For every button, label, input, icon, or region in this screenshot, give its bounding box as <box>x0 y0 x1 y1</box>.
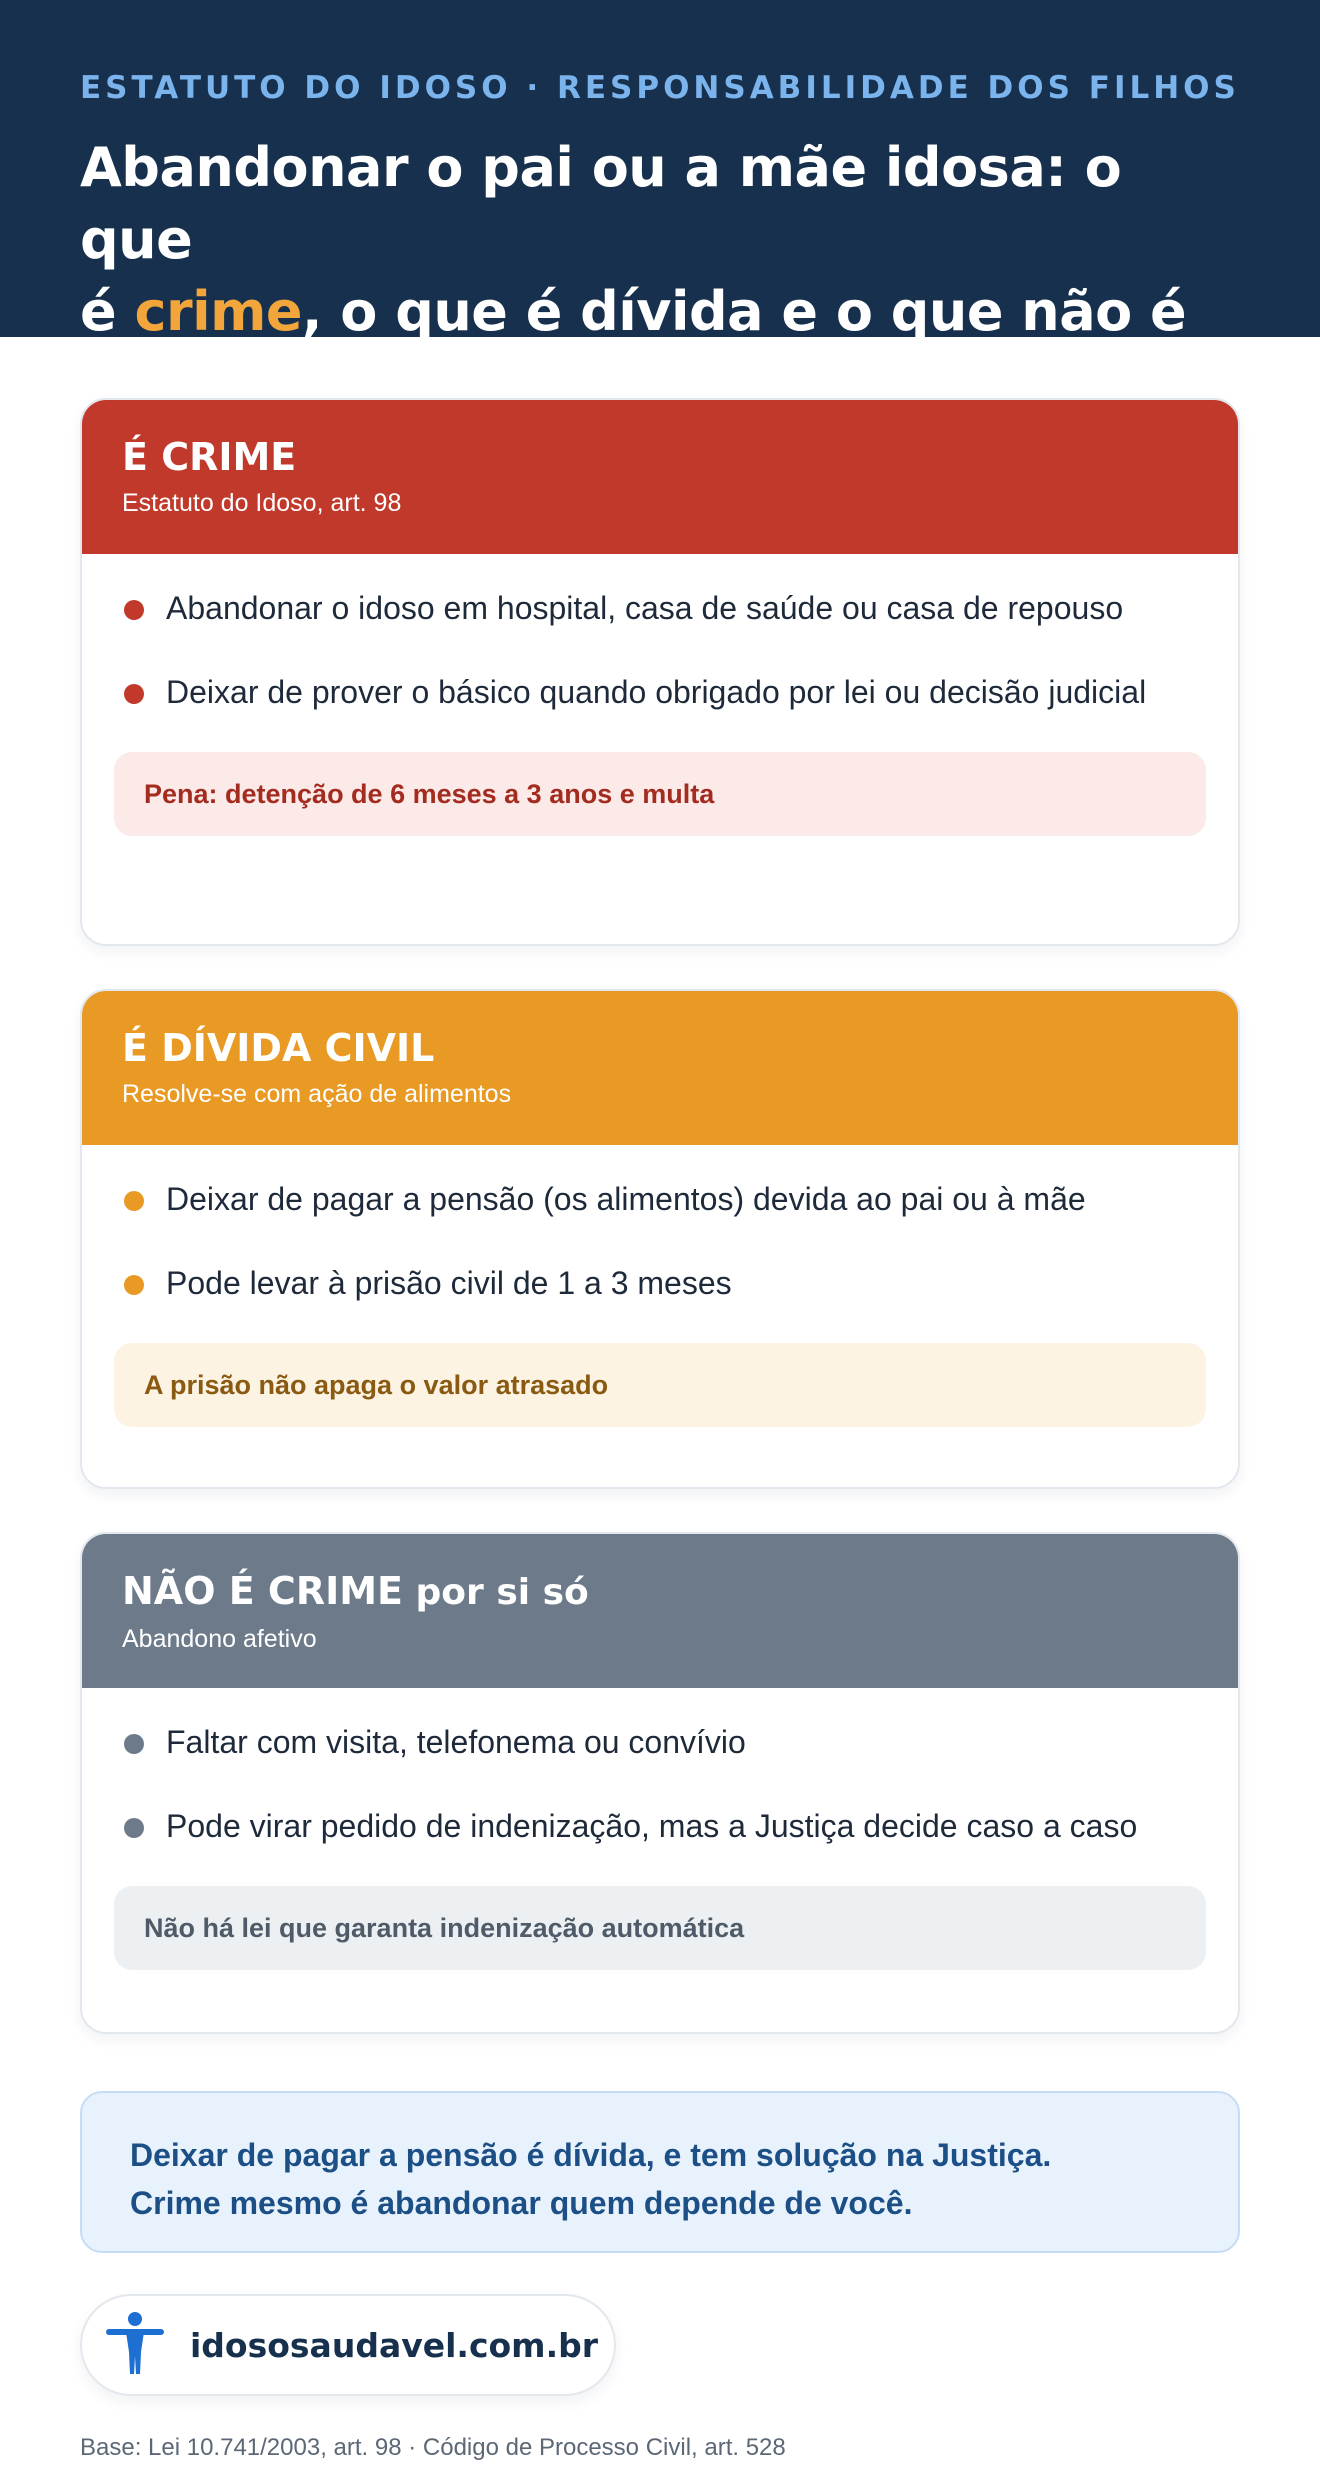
brand-name: idososaudavel.com.br <box>190 2325 599 2365</box>
list-item: Pode levar à prisão civil de 1 a 3 meses <box>114 1259 1206 1307</box>
card-not-crime-title: NÃO É CRIME por si só <box>122 1569 589 1613</box>
card-civil-debt-body <box>82 1145 1238 1459</box>
card-crime-title: É CRIME <box>122 435 297 479</box>
summary-callout <box>80 2091 1240 2253</box>
person-arms-open-icon <box>104 2310 166 2381</box>
card-not-crime-note: Não há lei que garanta indenização automática <box>114 1886 1206 1970</box>
list-item: Deixar de prover o básico quando obrigado por lei ou decisão judicial <box>114 668 1206 716</box>
card-not-crime-body <box>82 1688 1238 2002</box>
card-crime-body <box>82 554 1238 868</box>
card-not-crime-subtitle: Abandono afetivo <box>122 1625 317 1653</box>
title-line-2-end: , o que é dívida e o que não é <box>301 280 1187 343</box>
card-civil-debt-title: É DÍVIDA CIVIL <box>122 1026 435 1070</box>
card-crime <box>80 398 1240 946</box>
card-not-crime-header <box>82 1534 1238 1688</box>
card-crime-note: Pena: detenção de 6 meses a 3 anos e multa <box>114 752 1206 836</box>
title-line-2-start: é <box>80 280 135 343</box>
header-banner <box>0 0 1320 343</box>
header-kicker: ESTATUTO DO IDOSO · RESPONSABILIDADE DOS FILHOS <box>80 70 1240 106</box>
list-item: Abandonar o idoso em hospital, casa de saúde ou casa de repouso <box>114 584 1206 632</box>
card-civil-debt-subtitle: Resolve-se com ação de alimentos <box>122 1080 512 1108</box>
bullet-dot-icon <box>124 1734 144 1754</box>
card-civil-debt-note: A prisão não apaga o valor atrasado <box>114 1343 1206 1427</box>
card-civil-debt <box>80 989 1240 1489</box>
list-item: Faltar com visita, telefonema ou convívio <box>114 1718 1206 1766</box>
bullet-dot-icon <box>124 684 144 704</box>
page-title <box>80 132 1240 348</box>
bullet-dot-icon <box>124 1191 144 1211</box>
list-item: Deixar de pagar a pensão (os alimentos) devida ao pai ou à mãe <box>114 1175 1206 1223</box>
brand-link[interactable] <box>80 2294 616 2396</box>
list-item: Pode virar pedido de indenização, mas a Justiça decide caso a caso <box>114 1802 1206 1850</box>
card-crime-subtitle: Estatuto do Idoso, art. 98 <box>122 489 402 517</box>
card-crime-header <box>82 400 1238 554</box>
summary-line-2: Crime mesmo é abandonar quem depende de você. <box>130 2185 913 2221</box>
title-highlight: crime <box>134 280 302 343</box>
bullet-dot-icon <box>124 1275 144 1295</box>
title-line-1: Abandonar o pai ou a mãe idosa: o que <box>80 136 1122 271</box>
footer-source: Base: Lei 10.741/2003, art. 98 · Código de Processo Civil, art. 528 <box>80 2434 786 2461</box>
card-civil-debt-header <box>82 991 1238 1145</box>
bullet-dot-icon <box>124 1818 144 1838</box>
summary-line-1: Deixar de pagar a pensão é dívida, e tem solução na Justiça. <box>130 2137 1052 2173</box>
card-not-crime-title-suffix: por si só <box>403 1572 589 1613</box>
bullet-dot-icon <box>124 600 144 620</box>
card-not-crime <box>80 1532 1240 2034</box>
